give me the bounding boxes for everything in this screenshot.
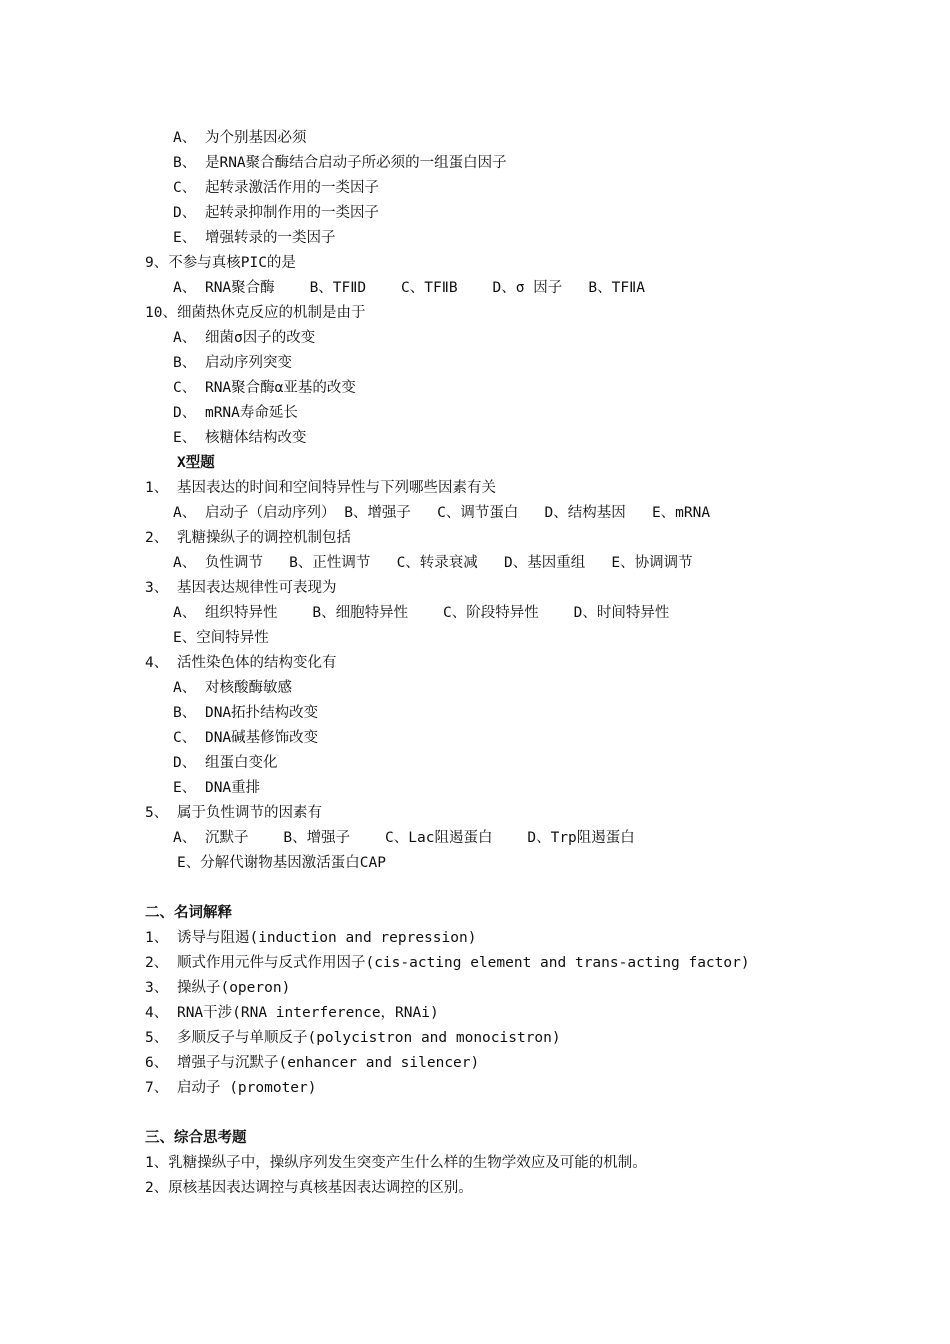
text-line: E、空间特异性: [173, 630, 269, 646]
text-line: 2、 顺式作用元件与反式作用因子(cis-acting element and trans-acting factor): [145, 955, 750, 971]
text-line: E、 增强转录的一类因子: [173, 230, 336, 246]
text-line: 5、 属于负性调节的因素有: [145, 805, 322, 821]
text-line: D、 组蛋白变化: [173, 755, 278, 771]
text-line: C、 RNA聚合酶α亚基的改变: [173, 380, 356, 396]
text-line: A、 细菌σ因子的改变: [173, 330, 316, 346]
text-line: E、 DNA重排: [173, 780, 261, 796]
text-line: B、 DNA拓扑结构改变: [173, 705, 319, 721]
text-line: 2、原核基因表达调控与真核基因表达调控的区别。: [145, 1180, 473, 1196]
text-line: D、 起转录抑制作用的一类因子: [173, 205, 379, 221]
text-line: B、 是RNA聚合酶结合启动子所必须的一组蛋白因子: [173, 155, 507, 171]
text-line: E、 核糖体结构改变: [173, 430, 307, 446]
text-line: C、 起转录激活作用的一类因子: [173, 180, 379, 196]
text-line: C、 DNA碱基修饰改变: [173, 730, 319, 746]
text-line: B、 启动序列突变: [173, 355, 292, 371]
text-line: E、分解代谢物基因激活蛋白CAP: [177, 855, 386, 871]
text-line: D、 mRNA寿命延长: [173, 405, 298, 421]
text-line: A、 为个别基因必须: [173, 130, 307, 146]
text-line: 4、 活性染色体的结构变化有: [145, 655, 337, 671]
section-heading: X型题: [177, 455, 215, 471]
text-line: A、 沉默子 B、增强子 C、Lac阻遏蛋白 D、Trp阻遏蛋白: [173, 830, 635, 846]
text-line: 5、 多顺反子与单顺反子(polycistron and monocistron): [145, 1030, 561, 1046]
section-heading: 三、综合思考题: [145, 1130, 247, 1146]
text-line: A、 负性调节 B、正性调节 C、转录衰减 D、基因重组 E、协调调节: [173, 555, 693, 571]
text-line: 3、 操纵子(operon): [145, 980, 291, 996]
text-line: A、 RNA聚合酶 B、TFⅡD C、TFⅡB D、σ 因子 B、TFⅡA: [173, 280, 645, 296]
text-line: 1、 诱导与阻遏(induction and repression): [145, 930, 477, 946]
text-line: 7、 启动子 (promoter): [145, 1080, 317, 1096]
text-line: 4、 RNA干涉(RNA interference，RNAi): [145, 1005, 439, 1021]
text-line: 1、乳糖操纵子中，操纵序列发生突变产生什么样的生物学效应及可能的机制。: [145, 1155, 647, 1171]
text-line: 10、细菌热休克反应的机制是由于: [145, 305, 366, 321]
section-heading: 二、名词解释: [145, 905, 232, 921]
text-line: A、 对核酸酶敏感: [173, 680, 292, 696]
text-line: 3、 基因表达规律性可表现为: [145, 580, 337, 596]
text-line: 6、 增强子与沉默子(enhancer and silencer): [145, 1055, 480, 1071]
text-line: 1、 基因表达的时间和空间特异性与下列哪些因素有关: [145, 480, 496, 496]
text-line: A、 启动子（启动序列） B、增强子 C、调节蛋白 D、结构基因 E、mRNA: [173, 505, 711, 521]
text-line: 2、 乳糖操纵子的调控机制包括: [145, 530, 351, 546]
text-line: 9、不参与真核PIC的是: [145, 255, 296, 271]
text-line: A、 组织特异性 B、细胞特异性 C、阶段特异性 D、时间特异性: [173, 605, 670, 621]
